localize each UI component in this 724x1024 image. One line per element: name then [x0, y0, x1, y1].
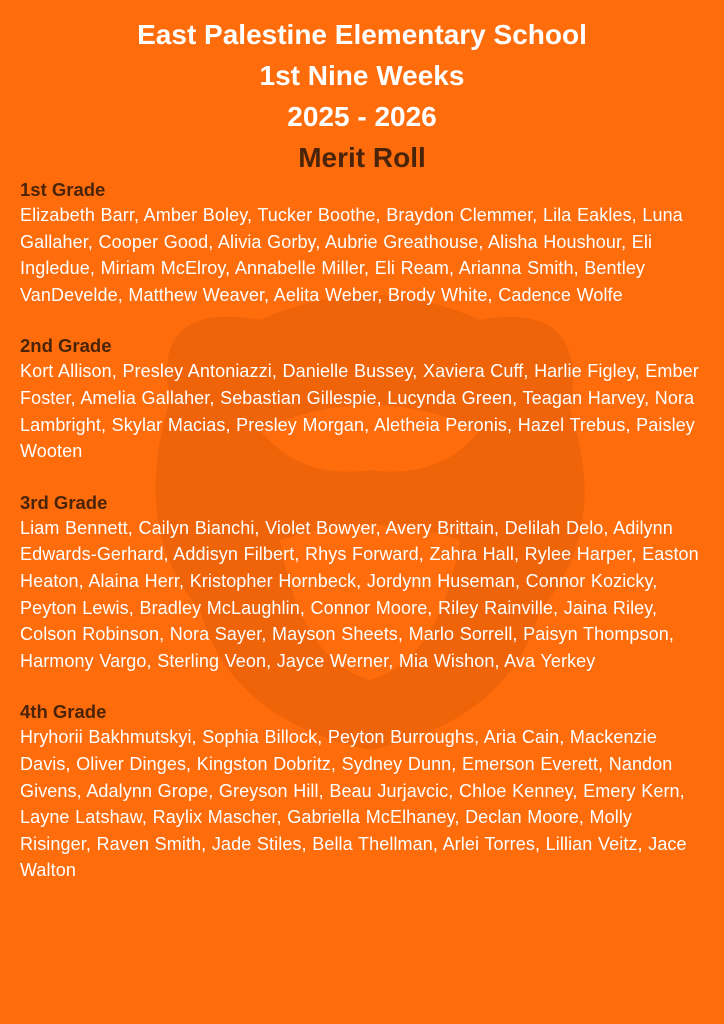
grade-names-4th: Hryhorii Bakhmutskyi, Sophia Billock, Peyton Burroughs, Aria Cain, Mackenzie Davis, Oliver Dinges, Kingston Dobritz, Sydney Dunn, Emerson Everett, Nandon Givens, Adalynn Grope, Greyson Hill, Beau Jurjavcic, Chloe Kenney, Emery Kern, Layne Latshaw, Raylix Mascher, Gabriella McElhaney, Declan Moore, Molly Risinger, Raven Smith, Jade Stiles, Bella Thellman, Arlei Torres, Lillian Veitz, Jace Walton	[20, 727, 687, 881]
school-year: 2025 - 2026	[287, 101, 437, 132]
grade-heading-3rd: 3rd Grade	[20, 491, 108, 513]
grading-period: 1st Nine Weeks	[259, 60, 465, 91]
grade-names-3rd: Liam Bennett, Cailyn Bianchi, Violet Bowyer, Avery Brittain, Delilah Delo, Adilynn Edwards-Gerhard, Addisyn Filbert, Rhys Forward, Zahra Hall, Rylee Harper, Easton Heaton, Alaina Herr, Kristopher Hornbeck, Jordynn Huseman, Connor Kozicky, Peyton Lewis, Bradley McLaughlin, Connor Moore, Riley Rainville, Jaina Riley, Colson Robinson, Nora Sayer, Mayson Sheets, Marlo Sorrell, Paisyn Thompson, Harmony Vargo, Sterling Veon, Jayce Werner, Mia Wishon, Ava Yerkey	[20, 517, 699, 671]
grade-heading-2nd: 2nd Grade	[20, 335, 112, 357]
grade-names-2nd: Kort Allison, Presley Antoniazzi, Danielle Bussey, Xaviera Cuff, Harlie Figley, Ember Foster, Amelia Gallaher, Sebastian Gillespie, Lucynda Green, Teagan Harvey, Nora Lambright, Skylar Macias, Presley Morgan, Aletheia Peronis, Hazel Trebus, Paisley Wooten	[20, 361, 699, 462]
grade-heading-1st: 1st Grade	[20, 179, 106, 200]
grade-names-1st: Elizabeth Barr, Amber Boley, Tucker Boothe, Braydon Clemmer, Lila Eakles, Luna Gallaher, Cooper Good, Alivia Gorby, Aubrie Greathouse, Alisha Houshour, Eli Ingledue, Miriam McElroy, Annabelle Miller, Eli Ream, Arianna Smith, Bentley VanDevelde, Matthew Weaver, Aelita Weber, Brody White, Cadence Wolfe	[20, 205, 683, 305]
school-name: East Palestine Elementary School	[137, 19, 587, 50]
grade-heading-4th: 4th Grade	[20, 701, 107, 723]
roll-title: Merit Roll	[298, 142, 426, 173]
